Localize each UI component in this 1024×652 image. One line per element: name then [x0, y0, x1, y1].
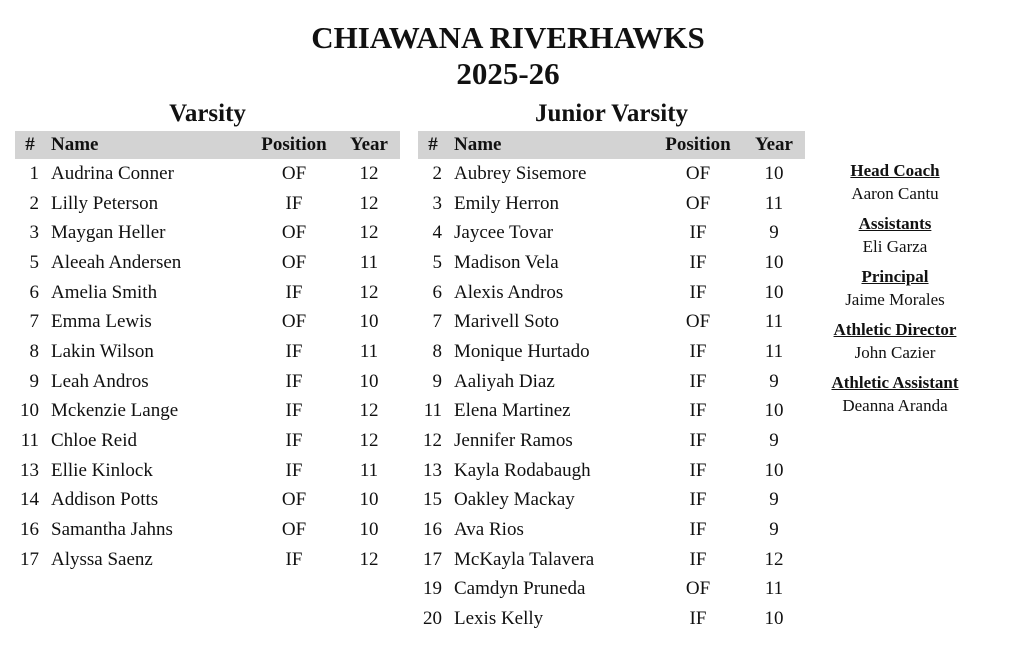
- player-year: 9: [769, 370, 779, 392]
- staff-name: Aaron Cantu: [851, 184, 939, 203]
- player-year: 12: [359, 548, 379, 570]
- column-header-number: #: [15, 131, 45, 159]
- player-year: 12: [359, 430, 379, 452]
- player-name: Ava Rios: [454, 519, 524, 541]
- table-row: [15, 248, 400, 278]
- player-name: Jaycee Tovar: [454, 222, 554, 244]
- player-number: 5: [29, 251, 39, 273]
- player-number: 8: [29, 340, 39, 362]
- staff-role: Assistants: [858, 214, 932, 233]
- table-header-row: [418, 131, 805, 159]
- player-name: Elena Martinez: [454, 400, 571, 422]
- player-position: IF: [689, 459, 707, 481]
- staff-group: [818, 160, 972, 206]
- player-number: 15: [423, 489, 442, 511]
- player-name: Alyssa Saenz: [51, 548, 153, 570]
- player-year: 12: [359, 222, 379, 244]
- player-number: 10: [20, 400, 39, 422]
- column-header-position: Position: [653, 131, 743, 159]
- table-row: [15, 189, 400, 219]
- column-header-name: Name: [45, 131, 250, 159]
- staff-role: Athletic Director: [833, 320, 957, 339]
- player-year: 9: [769, 222, 779, 244]
- table-row: [418, 337, 805, 367]
- player-name: Amelia Smith: [51, 281, 158, 303]
- player-position: OF: [685, 162, 711, 184]
- player-position: OF: [685, 192, 711, 214]
- player-number: 2: [29, 192, 39, 214]
- player-number: 9: [29, 370, 39, 392]
- player-year: 12: [359, 192, 379, 214]
- player-name: Marivell Soto: [454, 311, 560, 333]
- player-position: IF: [285, 340, 303, 362]
- staff-name: Eli Garza: [862, 237, 928, 256]
- player-name: Camdyn Pruneda: [454, 578, 586, 600]
- player-year: 10: [764, 281, 784, 303]
- staff-name: Deanna Aranda: [842, 396, 948, 415]
- player-number: 1: [29, 162, 39, 184]
- player-name: Madison Vela: [454, 251, 559, 273]
- player-name: Alexis Andros: [454, 281, 564, 303]
- player-position: OF: [281, 489, 307, 511]
- player-number: 14: [20, 489, 39, 511]
- staff-group: [818, 213, 972, 259]
- player-name: Oakley Mackay: [454, 489, 575, 511]
- player-position: IF: [285, 370, 303, 392]
- table-row: [15, 337, 400, 367]
- staff-role: Athletic Assistant: [831, 373, 959, 392]
- player-position: IF: [285, 192, 303, 214]
- player-position: IF: [689, 340, 707, 362]
- player-position: IF: [285, 430, 303, 452]
- player-position: OF: [685, 578, 711, 600]
- player-position: OF: [281, 251, 307, 273]
- table-row: [418, 575, 805, 605]
- staff-role: Head Coach: [850, 161, 940, 180]
- table-row: [15, 307, 400, 337]
- staff-list: [818, 160, 972, 425]
- table-row: [418, 218, 805, 248]
- player-number: 3: [29, 222, 39, 244]
- staff-group: [818, 266, 972, 312]
- player-name: Emily Herron: [454, 192, 560, 214]
- column-header-year: Year: [338, 131, 400, 159]
- player-year: 11: [764, 578, 784, 600]
- player-number: 16: [423, 519, 442, 541]
- table-row: [15, 367, 400, 397]
- player-name: Lakin Wilson: [51, 340, 154, 362]
- column-header-position: Position: [250, 131, 338, 159]
- table-row: [418, 515, 805, 545]
- table-row: [418, 159, 805, 189]
- player-position: IF: [689, 430, 707, 452]
- staff-group: [818, 319, 972, 365]
- player-year: 12: [359, 400, 379, 422]
- table-row: [15, 278, 400, 308]
- player-number: 9: [432, 370, 442, 392]
- player-position: IF: [689, 519, 707, 541]
- player-year: 11: [359, 251, 379, 273]
- player-name: Emma Lewis: [51, 311, 152, 333]
- page-title: CHIAWANA RIVERHAWKS: [311, 20, 705, 55]
- player-year: 10: [764, 251, 784, 273]
- player-name: Chloe Reid: [51, 430, 138, 452]
- player-year: 12: [359, 162, 379, 184]
- player-year: 11: [764, 340, 784, 362]
- player-position: OF: [281, 222, 307, 244]
- player-number: 3: [432, 192, 442, 214]
- player-year: 12: [764, 548, 784, 570]
- player-name: Aleeah Andersen: [51, 251, 182, 273]
- player-position: OF: [281, 311, 307, 333]
- player-number: 13: [20, 459, 39, 481]
- player-year: 10: [764, 608, 784, 630]
- player-number: 12: [423, 430, 442, 452]
- player-position: IF: [689, 400, 707, 422]
- player-number: 4: [432, 222, 442, 244]
- table-row: [418, 367, 805, 397]
- player-year: 10: [764, 459, 784, 481]
- table-row: [15, 426, 400, 456]
- player-year: 10: [764, 400, 784, 422]
- table-row: [418, 248, 805, 278]
- table-row: [418, 397, 805, 427]
- player-name: Lilly Peterson: [51, 192, 159, 214]
- staff-group: [818, 372, 972, 418]
- player-name: Mckenzie Lange: [51, 400, 179, 422]
- player-year: 12: [359, 281, 379, 303]
- table-row: [418, 189, 805, 219]
- player-name: Monique Hurtado: [454, 340, 590, 362]
- player-year: 10: [764, 162, 784, 184]
- table-row: [15, 545, 400, 575]
- column-header-year: Year: [743, 131, 805, 159]
- player-year: 9: [769, 489, 779, 511]
- player-position: IF: [285, 459, 303, 481]
- player-number: 13: [423, 459, 442, 481]
- player-number: 17: [20, 548, 39, 570]
- player-name: Lexis Kelly: [454, 608, 544, 630]
- player-number: 11: [423, 400, 442, 422]
- player-name: Kayla Rodabaugh: [454, 459, 591, 481]
- staff-name: Jaime Morales: [845, 290, 945, 309]
- table-row: [15, 397, 400, 427]
- player-number: 20: [423, 608, 442, 630]
- player-year: 11: [764, 311, 784, 333]
- varsity-title: Varsity: [169, 100, 246, 127]
- table-row: [418, 604, 805, 634]
- player-position: IF: [689, 281, 707, 303]
- player-number: 11: [20, 430, 39, 452]
- player-name: McKayla Talavera: [454, 548, 595, 570]
- table-row: [15, 456, 400, 486]
- player-year: 9: [769, 519, 779, 541]
- player-year: 10: [359, 489, 379, 511]
- player-year: 10: [359, 311, 379, 333]
- player-position: IF: [689, 608, 707, 630]
- table-row: [418, 456, 805, 486]
- player-number: 17: [423, 548, 442, 570]
- player-year: 11: [764, 192, 784, 214]
- player-number: 7: [432, 311, 442, 333]
- player-name: Jennifer Ramos: [454, 430, 573, 452]
- column-header-number: #: [418, 131, 448, 159]
- player-name: Leah Andros: [51, 370, 149, 392]
- player-name: Maygan Heller: [51, 222, 166, 244]
- player-number: 8: [432, 340, 442, 362]
- player-position: OF: [281, 519, 307, 541]
- player-number: 19: [423, 578, 442, 600]
- table-row: [15, 218, 400, 248]
- table-row: [15, 515, 400, 545]
- table-row: [418, 426, 805, 456]
- player-name: Audrina Conner: [51, 162, 174, 184]
- player-number: 7: [29, 311, 39, 333]
- player-position: IF: [689, 548, 707, 570]
- player-position: IF: [285, 281, 303, 303]
- staff-name: John Cazier: [854, 343, 936, 362]
- table-row: [418, 278, 805, 308]
- table-row: [15, 159, 400, 189]
- player-year: 11: [359, 459, 379, 481]
- player-year: 10: [359, 519, 379, 541]
- jv-roster-table: [418, 131, 805, 634]
- player-name: Ellie Kinlock: [51, 459, 153, 481]
- player-position: IF: [689, 489, 707, 511]
- player-position: IF: [689, 370, 707, 392]
- player-position: OF: [281, 162, 307, 184]
- table-header-row: [15, 131, 400, 159]
- table-row: [418, 307, 805, 337]
- player-year: 11: [359, 340, 379, 362]
- column-header-name: Name: [448, 131, 653, 159]
- player-number: 16: [20, 519, 39, 541]
- player-position: IF: [689, 251, 707, 273]
- player-name: Aubrey Sisemore: [454, 162, 587, 184]
- varsity-roster-table: [15, 131, 400, 575]
- player-position: IF: [285, 548, 303, 570]
- jv-title: Junior Varsity: [534, 100, 689, 127]
- player-name: Samantha Jahns: [51, 519, 173, 541]
- player-name: Aaliyah Diaz: [454, 370, 555, 392]
- player-position: IF: [285, 400, 303, 422]
- table-row: [418, 486, 805, 516]
- table-row: [418, 545, 805, 575]
- player-position: OF: [685, 311, 711, 333]
- player-number: 6: [432, 281, 442, 303]
- season-label: 2025-26: [456, 56, 560, 91]
- player-year: 10: [359, 370, 379, 392]
- player-number: 6: [29, 281, 39, 303]
- player-year: 9: [769, 430, 779, 452]
- player-position: IF: [689, 222, 707, 244]
- player-name: Addison Potts: [51, 489, 159, 511]
- player-number: 2: [432, 162, 442, 184]
- player-number: 5: [432, 251, 442, 273]
- table-row: [15, 486, 400, 516]
- staff-role: Principal: [861, 267, 929, 286]
